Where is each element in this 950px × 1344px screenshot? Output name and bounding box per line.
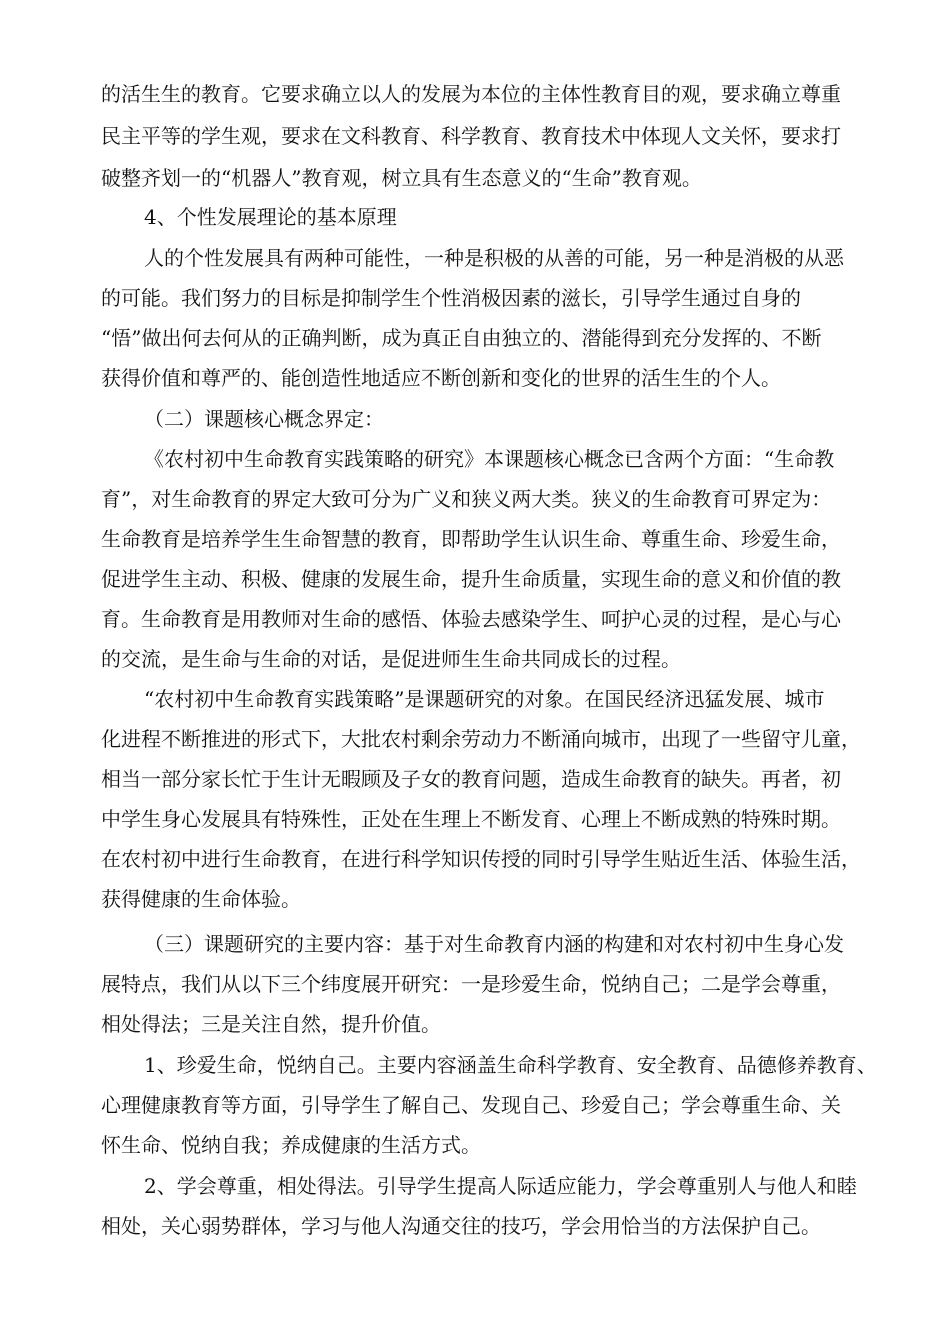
section-heading: （二）课题核心概念界定： [144,407,384,431]
section-heading: 4、个性发展理论的基本原理 [144,205,397,229]
text-line: 中学生身心发展具有特殊性，正处在生理上不断发育、心理上不断成熟的特殊时期。 [101,807,841,831]
text-line: 促进学生主动、积极、健康的发展生命，提升生命质量，实现生命的意义和价值的教 [101,567,841,591]
text-line: 《农村初中生命教育实践策略的研究》本课题核心概念已含两个方面：“生命教 [144,447,835,471]
text-line: 心理健康教育等方面，引导学生了解自己、发现自己、珍爱自己；学会尊重生命、关 [101,1093,841,1117]
text-line: 展特点，我们从以下三个纬度展开研究：一是珍爱生命，悦纳自己；二是学会尊重， [101,972,841,996]
text-line: 生命教育是培养学生生命智慧的教育，即帮助学生认识生命、尊重生命、珍爱生命， [101,527,841,551]
text-line: 破整齐划一的“机器人”教育观，树立具有生态意义的“生命”教育观。 [101,166,702,190]
text-line: 的可能。我们努力的目标是抑制学生个性消极因素的滋长，引导学生通过自身的 [101,286,801,310]
text-line: 的交流，是生命与生命的对话，是促进师生生命共同成长的过程。 [101,647,681,671]
text-line: 相处得法；三是关注自然，提升价值。 [101,1012,441,1036]
text-line: 在农村初中进行生命教育，在进行科学知识传授的同时引导学生贴近生活、体验生活， [101,847,861,871]
text-line: 民主平等的学生观，要求在文科教育、科学教育、教育技术中体现人文关怀，要求打 [101,124,841,148]
text-line: 化进程不断推进的形式下，大批农村剩余劳动力不断涌向城市，出现了一些留守儿童， [101,727,861,751]
text-line: 育。生命教育是用教师对生命的感悟、体验去感染学生、呵护心灵的过程，是心与心 [101,607,841,631]
text-line: 的活生生的教育。它要求确立以人的发展为本位的主体性教育目的观，要求确立尊重 [101,82,841,106]
text-line: 1、珍爱生命，悦纳自己。主要内容涵盖生命科学教育、安全教育、品德修养教育、 [144,1053,877,1077]
text-line: 怀生命、悦纳自我；养成健康的生活方式。 [101,1133,481,1157]
text-line: “悟”做出何去何从的正确判断，成为真正自由独立的、潜能得到充分发挥的、不断 [101,326,822,350]
text-line: 2、学会尊重，相处得法。引导学生提高人际适应能力，学会尊重别人与他人和睦 [144,1174,857,1198]
text-line: 获得价值和尊严的、能创造性地适应不断创新和变化的世界的活生生的个人。 [101,366,781,390]
text-line: 育”，对生命教育的界定大致可分为广义和狭义两大类。狭义的生命教育可界定为： [101,487,832,511]
text-line: 相当一部分家长忙于生计无暇顾及子女的教育问题，造成生命教育的缺失。再者，初 [101,767,841,791]
text-line: 相处，关心弱势群体，学习与他人沟通交往的技巧，学会用恰当的方法保护自己。 [101,1214,821,1238]
text-line: 获得健康的生命体验。 [101,887,301,911]
text-line: 人的个性发展具有两种可能性，一种是积极的从善的可能，另一种是消极的从恶 [144,246,844,270]
text-line: “农村初中生命教育实践策略”是课题研究的对象。在国民经济迅猛发展、城市 [144,687,825,711]
section-heading: （三）课题研究的主要内容：基于对生命教育内涵的构建和对农村初中生身心发 [144,932,844,956]
